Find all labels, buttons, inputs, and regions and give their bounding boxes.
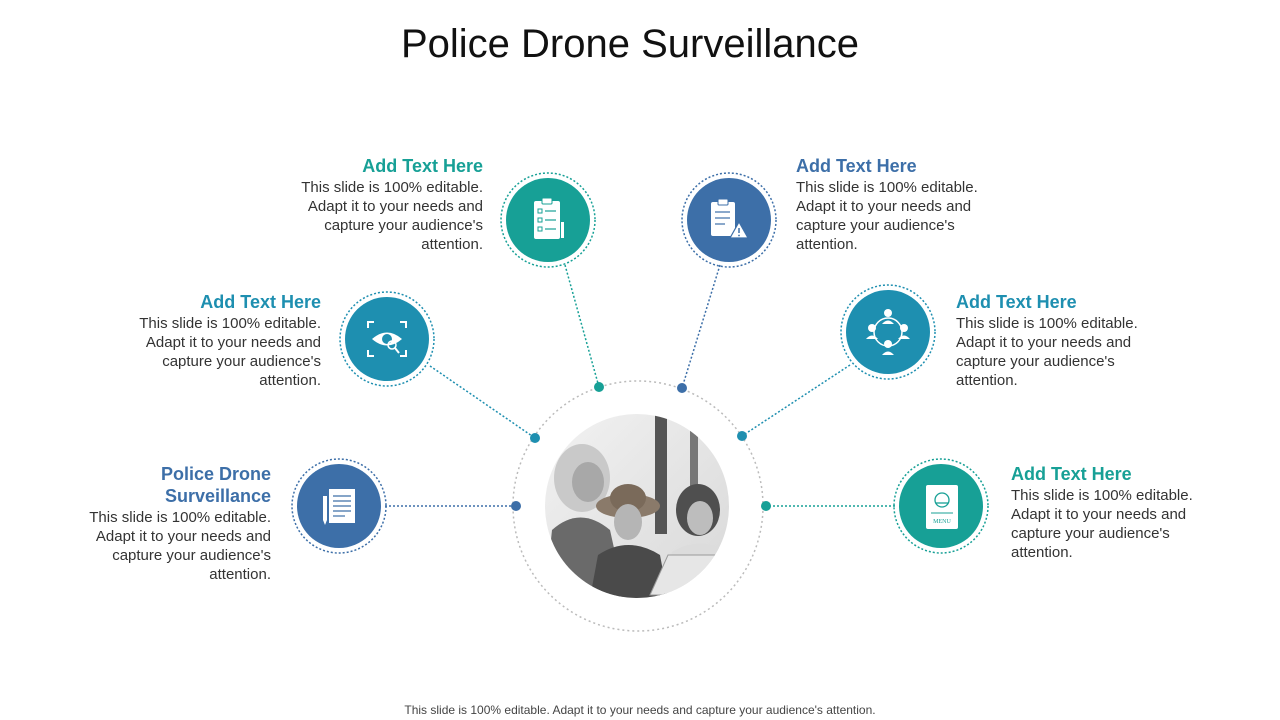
node-body-n4: This slide is 100% editable. Adapt it to your needs and capture your audience's attention. xyxy=(796,179,978,253)
dot-n3 xyxy=(594,382,604,392)
node-heading-n2: Add Text Here xyxy=(200,292,321,312)
node-text-n6 xyxy=(1011,463,1201,562)
node-body-n1: This slide is 100% editable. Adapt it to your needs and capture your audience's attention. xyxy=(89,509,271,583)
node-heading-n3: Add Text Here xyxy=(362,156,483,176)
node-text-n1 xyxy=(81,463,271,584)
node-heading-n4: Add Text Here xyxy=(796,156,917,176)
dot-n5 xyxy=(737,431,747,441)
slide-title: Police Drone Surveillance xyxy=(400,22,859,66)
node-heading-n1: Police Drone Surveillance xyxy=(160,464,271,506)
node-text-n4 xyxy=(796,155,986,254)
node-n5 xyxy=(841,285,935,379)
connector-n2 xyxy=(430,366,535,438)
svg-text:MENU: MENU xyxy=(933,519,951,525)
node-text-n2 xyxy=(131,291,321,390)
node-n4 xyxy=(682,173,776,267)
center-photo xyxy=(545,414,729,598)
node-body-n2: This slide is 100% editable. Adapt it to your needs and capture your audience's attention. xyxy=(139,315,321,389)
node-n2 xyxy=(340,292,434,386)
node-text-n5 xyxy=(956,291,1146,390)
node-n1 xyxy=(292,459,386,553)
dot-n2 xyxy=(530,433,540,443)
dot-n6 xyxy=(761,501,771,511)
node-body-n3: This slide is 100% editable. Adapt it to your needs and capture your audience's attention. xyxy=(301,179,483,253)
dot-n4 xyxy=(677,383,687,393)
node-heading-n6: Add Text Here xyxy=(1011,464,1132,484)
node-heading-n5: Add Text Here xyxy=(956,292,1077,312)
node-n3 xyxy=(501,173,595,267)
dot-n1 xyxy=(511,501,521,511)
connector-n5 xyxy=(742,365,850,436)
node-body-n6: This slide is 100% editable. Adapt it to your needs and capture your audience's attention. xyxy=(1011,487,1193,561)
node-body-n5: This slide is 100% editable. Adapt it to your needs and capture your audience's attention. xyxy=(956,315,1138,389)
connector-n4 xyxy=(682,265,720,388)
footer-note: This slide is 100% editable. Adapt it to your needs and capture your audience's attention. xyxy=(404,703,876,717)
menu-card-icon xyxy=(926,485,958,529)
node-n6 xyxy=(894,459,988,553)
checklist-clipboard-icon xyxy=(534,198,564,239)
connector-n3 xyxy=(565,265,599,387)
node-text-n3 xyxy=(293,155,483,254)
